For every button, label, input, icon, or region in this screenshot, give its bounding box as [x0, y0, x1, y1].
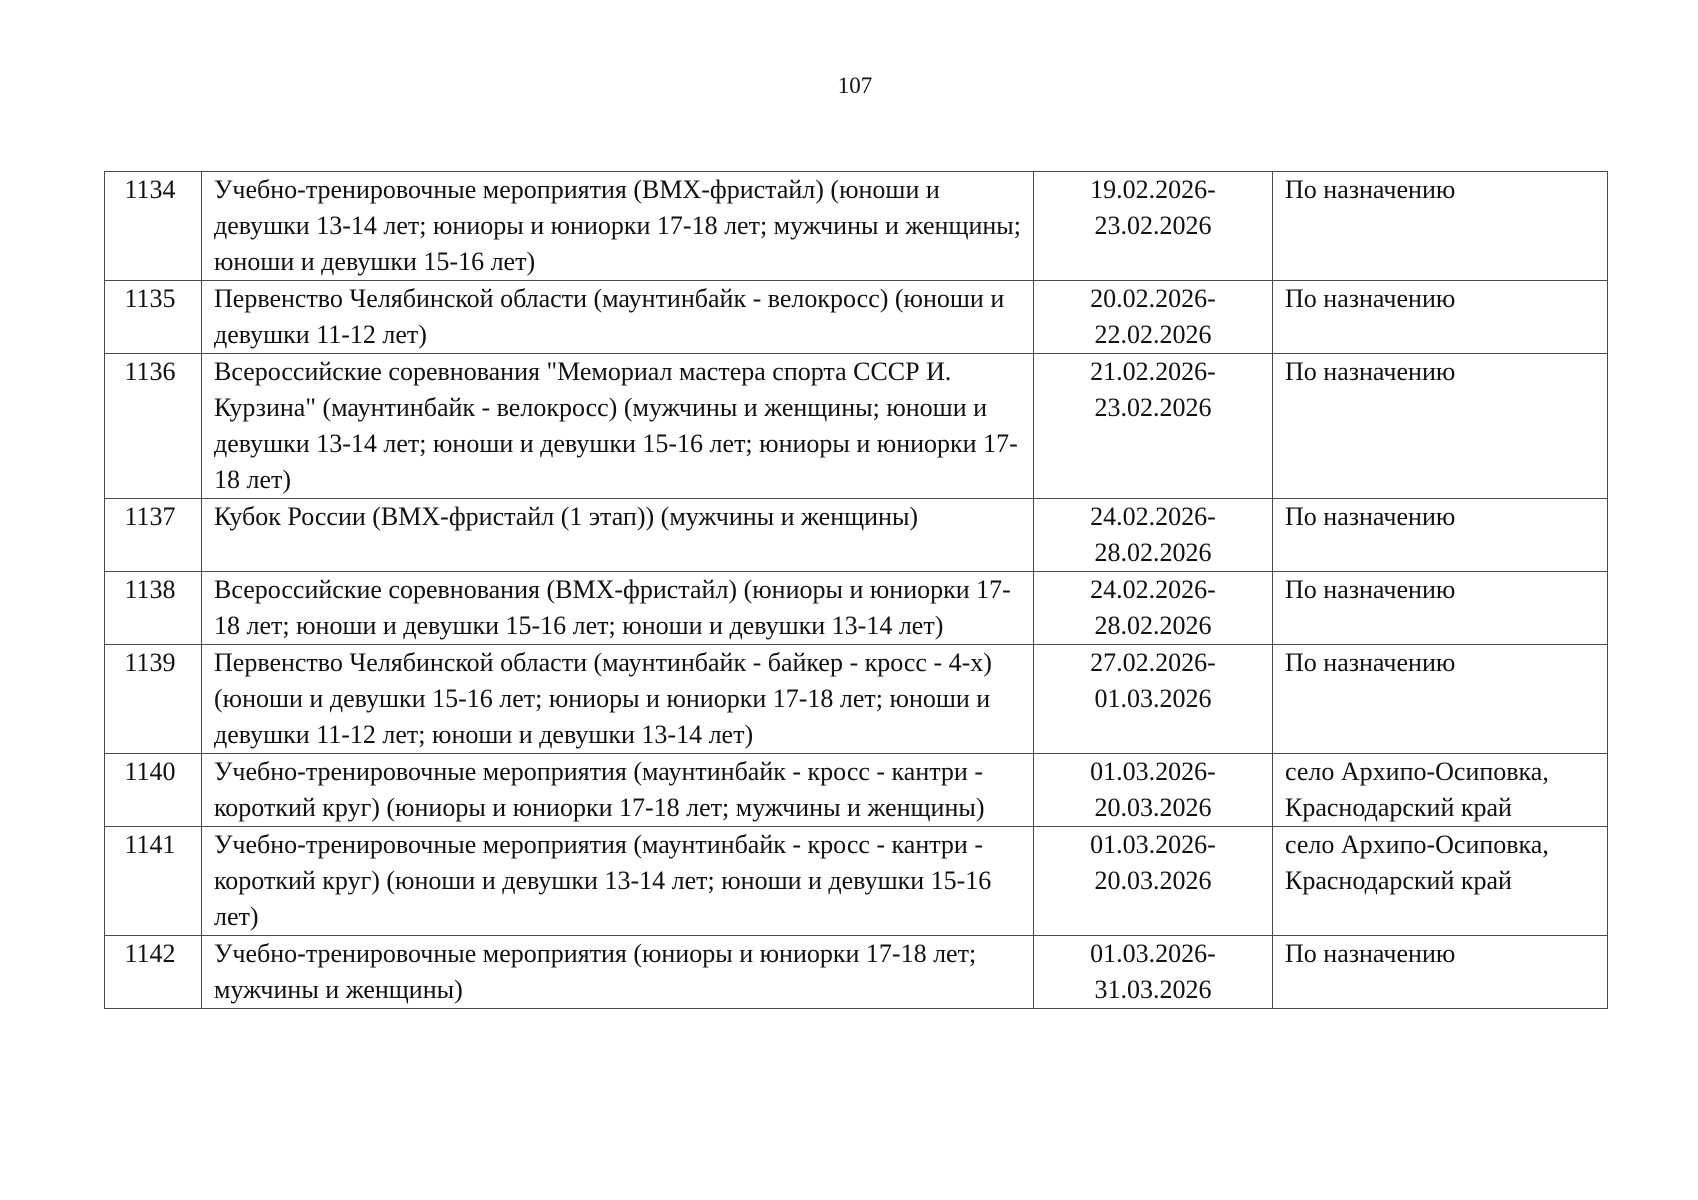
- events-table: [104, 171, 1608, 1009]
- date-end: 23.02.2026: [1094, 211, 1212, 240]
- table-row: [105, 936, 1608, 1009]
- date-end: 28.02.2026: [1094, 538, 1212, 567]
- date-end: 01.03.2026: [1094, 684, 1212, 713]
- table-row: [105, 572, 1608, 645]
- event-place: село Архипо-Осиповка, Краснодарский край: [1273, 827, 1608, 936]
- event-dates: [1034, 499, 1273, 572]
- event-name: Учебно-тренировочные мероприятия (BMX-фристайл) (юноши и девушки 13-14 лет; юниоры и юниорки 17-18 лет; мужчины и женщины; юноши и девушки 15-16 лет): [202, 172, 1034, 281]
- table-row: [105, 827, 1608, 936]
- event-dates: [1034, 754, 1273, 827]
- table-row: [105, 645, 1608, 754]
- event-dates: [1034, 827, 1273, 936]
- date-start: 01.03.2026-: [1090, 830, 1216, 859]
- event-place: По назначению: [1273, 354, 1608, 499]
- event-dates: [1034, 645, 1273, 754]
- date-start: 24.02.2026-: [1090, 502, 1216, 531]
- event-number: 1141: [105, 827, 202, 936]
- date-start: 27.02.2026-: [1090, 648, 1216, 677]
- date-end: 23.02.2026: [1094, 393, 1212, 422]
- event-place: По назначению: [1273, 281, 1608, 354]
- event-dates: [1034, 572, 1273, 645]
- table-row: [105, 281, 1608, 354]
- event-place: По назначению: [1273, 645, 1608, 754]
- event-number: 1134: [105, 172, 202, 281]
- table-row: [105, 172, 1608, 281]
- event-number: 1135: [105, 281, 202, 354]
- date-start: 01.03.2026-: [1090, 939, 1216, 968]
- date-end: 20.03.2026: [1094, 793, 1212, 822]
- date-end: 20.03.2026: [1094, 866, 1212, 895]
- event-place: По назначению: [1273, 172, 1608, 281]
- event-name: Всероссийские соревнования "Мемориал мастера спорта СССР И. Курзина" (маунтинбайк - велокросс) (мужчины и женщины; юноши и девушки 13-14 лет; юноши и девушки 15-16 лет; юниоры и юниорки 17-18 лет): [202, 354, 1034, 499]
- event-name: Первенство Челябинской области (маунтинбайк - велокросс) (юноши и девушки 11-12 лет): [202, 281, 1034, 354]
- event-place: село Архипо-Осиповка, Краснодарский край: [1273, 754, 1608, 827]
- event-dates: [1034, 936, 1273, 1009]
- event-number: 1137: [105, 499, 202, 572]
- event-name: Учебно-тренировочные мероприятия (маунтинбайк - кросс - кантри - короткий круг) (юноши и девушки 13-14 лет; юноши и девушки 15-16 лет): [202, 827, 1034, 936]
- event-name: Всероссийские соревнования (BMX-фристайл) (юниоры и юниорки 17-18 лет; юноши и девушки 15-16 лет; юноши и девушки 13-14 лет): [202, 572, 1034, 645]
- event-dates: [1034, 354, 1273, 499]
- date-start: 24.02.2026-: [1090, 575, 1216, 604]
- event-dates: [1034, 281, 1273, 354]
- event-name: Первенство Челябинской области (маунтинбайк - байкер - кросс - 4-х) (юноши и девушки 15-16 лет; юниоры и юниорки 17-18 лет; юноши и девушки 11-12 лет; юноши и девушки 13-14 лет): [202, 645, 1034, 754]
- date-end: 22.02.2026: [1094, 320, 1212, 349]
- event-number: 1140: [105, 754, 202, 827]
- date-start: 19.02.2026-: [1090, 175, 1216, 204]
- event-number: 1136: [105, 354, 202, 499]
- event-number: 1138: [105, 572, 202, 645]
- event-place: По назначению: [1273, 572, 1608, 645]
- event-name: Учебно-тренировочные мероприятия (юниоры и юниорки 17-18 лет; мужчины и женщины): [202, 936, 1034, 1009]
- date-start: 20.02.2026-: [1090, 284, 1216, 313]
- event-place: По назначению: [1273, 936, 1608, 1009]
- event-number: 1139: [105, 645, 202, 754]
- date-start: 01.03.2026-: [1090, 757, 1216, 786]
- table-row: [105, 754, 1608, 827]
- table-row: [105, 354, 1608, 499]
- date-end: 28.02.2026: [1094, 611, 1212, 640]
- table-row: [105, 499, 1608, 572]
- event-dates: [1034, 172, 1273, 281]
- event-name: Учебно-тренировочные мероприятия (маунтинбайк - кросс - кантри - короткий круг) (юниоры и юниорки 17-18 лет; мужчины и женщины): [202, 754, 1034, 827]
- page-number: 107: [837, 73, 873, 98]
- date-start: 21.02.2026-: [1090, 357, 1216, 386]
- date-end: 31.03.2026: [1094, 975, 1212, 1004]
- event-place: По назначению: [1273, 499, 1608, 572]
- event-name: Кубок России (BMX-фристайл (1 этап)) (мужчины и женщины): [202, 499, 1034, 572]
- event-number: 1142: [105, 936, 202, 1009]
